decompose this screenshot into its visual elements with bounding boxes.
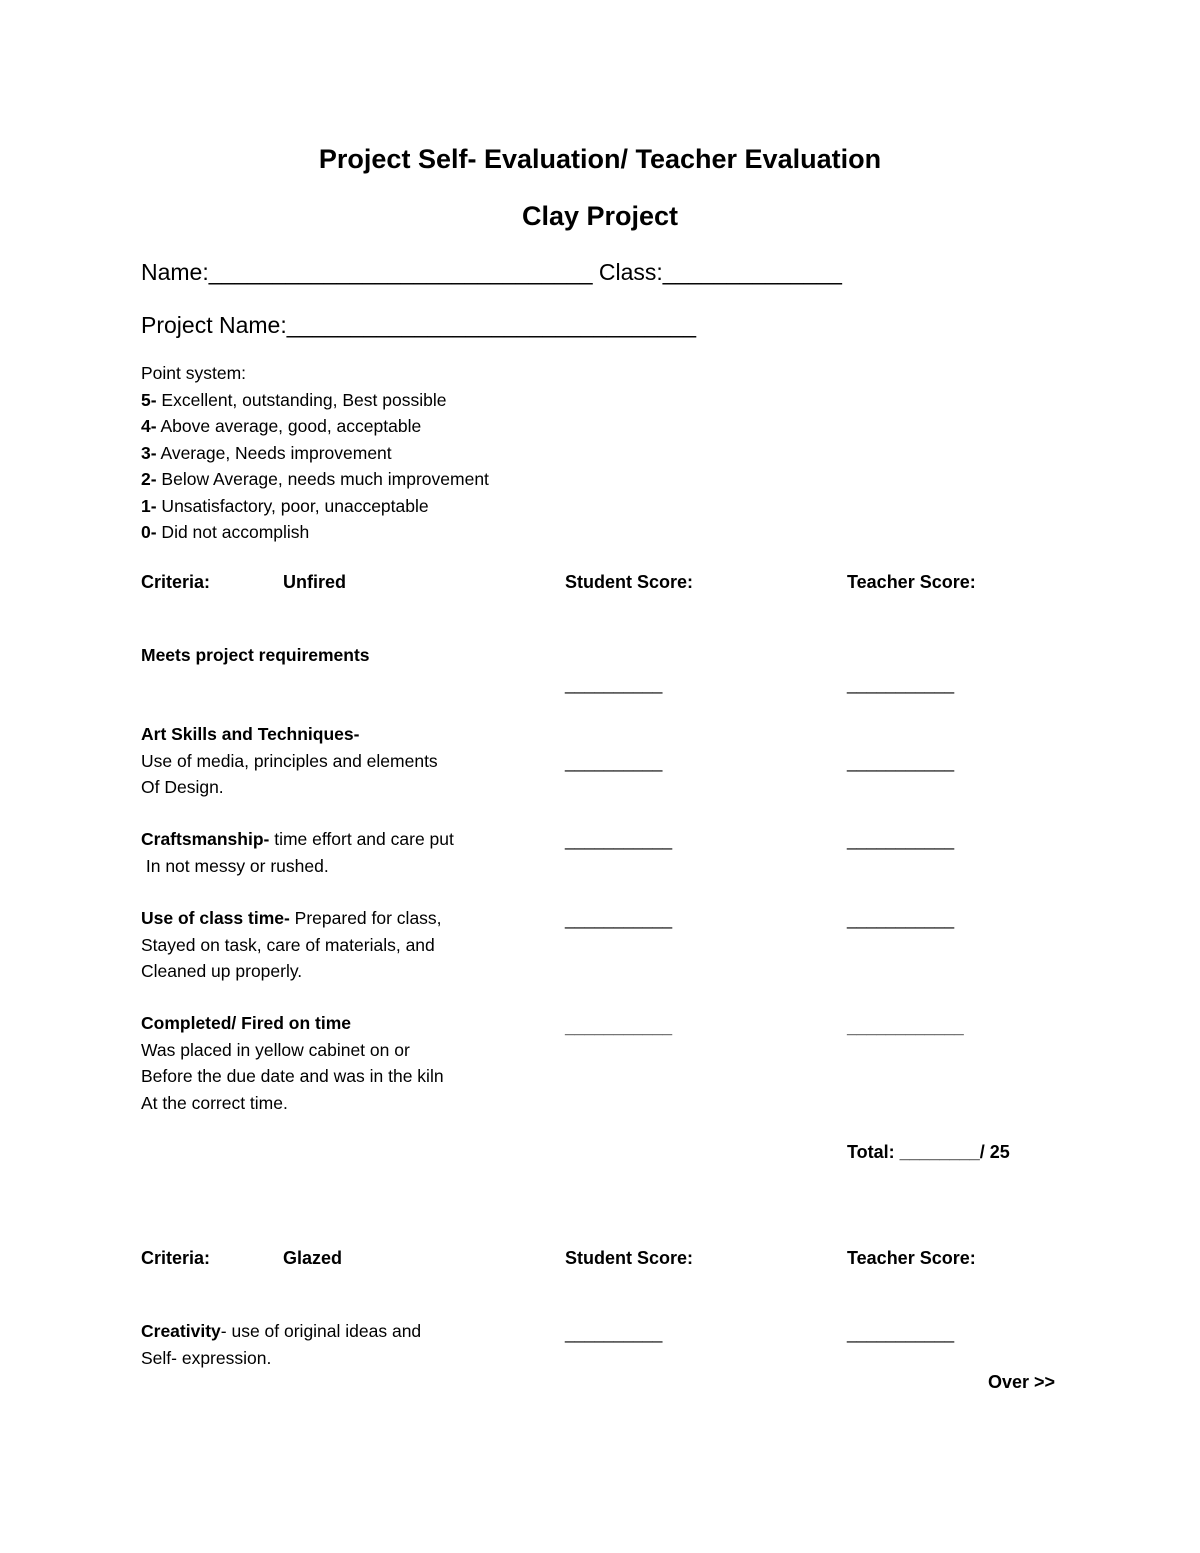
criterion-desc: At the correct time. — [141, 1092, 288, 1113]
point-score: 2- — [141, 469, 157, 489]
criterion-desc: In not messy or rushed. — [141, 855, 329, 876]
teacher-score-blank[interactable]: ___________ — [847, 830, 955, 850]
criterion-desc: Stayed on task, care of materials, and — [141, 934, 435, 955]
point-item — [141, 493, 489, 520]
teacher-score-blank[interactable]: ___________ — [847, 909, 955, 929]
criterion-desc: Self- expression. — [141, 1347, 272, 1368]
criterion-desc: Use of media, principles and elements — [141, 750, 438, 771]
point-item — [141, 413, 489, 440]
name-class-field: Name:______________________________ Class:______________ — [141, 259, 842, 285]
student-score-header: Student Score: — [565, 572, 694, 592]
criterion-title: Use of class time- — [141, 908, 290, 928]
point-system — [141, 360, 489, 546]
criterion-title: Completed/ Fired on time — [141, 1013, 352, 1033]
criterion-item — [141, 1318, 421, 1371]
criteria-label: Criteria: — [141, 1248, 211, 1268]
student-score-blank[interactable]: __________ — [565, 674, 663, 694]
teacher-score-blank[interactable]: ___________ — [847, 752, 955, 772]
criterion-desc: time effort and care put — [269, 829, 454, 849]
student-score-blank[interactable]: ___________ — [565, 830, 673, 850]
criterion-desc: Cleaned up properly. — [141, 961, 303, 981]
student-score-blank[interactable]: __________ — [565, 1323, 663, 1343]
point-text: Did not accomplish — [156, 522, 310, 542]
stage-label-glazed: Glazed — [283, 1248, 343, 1268]
page-title: Project Self- Evaluation/ Teacher Evaluation — [318, 144, 882, 174]
point-score: 5- — [141, 389, 157, 410]
point-text: Average, Needs improvement — [156, 442, 392, 463]
point-score: 3- — [141, 442, 157, 463]
student-score-header: Student Score: — [565, 1248, 694, 1268]
criterion-title: Craftsmanship- — [141, 829, 270, 849]
point-score: 1- — [141, 495, 157, 516]
teacher-score-header: Teacher Score: — [847, 1248, 976, 1268]
point-item — [141, 387, 489, 414]
point-system-label: Point system: — [141, 363, 247, 383]
criterion-desc: Was placed in yellow cabinet on or — [141, 1039, 410, 1060]
total-score[interactable]: Total: ________/ 25 — [847, 1142, 1010, 1162]
criterion-title: Creativity — [141, 1321, 221, 1341]
point-item — [141, 440, 489, 467]
page-subtitle: Clay Project — [521, 201, 679, 231]
teacher-score-blank[interactable]: ___________ — [847, 674, 955, 694]
criterion-item — [141, 905, 442, 985]
criterion-item — [141, 826, 454, 879]
criterion-desc: Prepared for class, — [289, 908, 442, 928]
teacher-score-header: Teacher Score: — [847, 572, 976, 592]
project-name-field: Project Name:________________________________ — [141, 312, 697, 338]
criterion-desc: Before the due date and was in the kiln — [141, 1066, 444, 1086]
teacher-score-blank[interactable]: ____________ — [847, 1017, 964, 1037]
student-score-blank[interactable]: __________ — [565, 752, 663, 772]
point-item — [141, 466, 489, 493]
criterion-title: Art Skills and Techniques- — [141, 724, 360, 744]
point-score: 0- — [141, 522, 157, 542]
criterion-item — [141, 1010, 444, 1116]
criteria-label: Criteria: — [141, 572, 211, 592]
criterion-title: Meets project requirements — [141, 645, 370, 665]
point-text: Below Average, needs much improvement — [156, 469, 489, 489]
teacher-score-blank[interactable]: ___________ — [847, 1323, 955, 1343]
criterion-item — [141, 721, 438, 801]
point-text: Unsatisfactory, poor, unacceptable — [156, 495, 429, 516]
stage-label-unfired: Unfired — [283, 572, 346, 592]
point-item — [141, 519, 489, 546]
student-score-blank[interactable]: ___________ — [565, 909, 673, 929]
point-text: Above average, good, acceptable — [156, 416, 422, 436]
over-indicator: Over >> — [988, 1372, 1056, 1392]
criterion-desc: - use of original ideas and — [220, 1321, 422, 1341]
student-score-blank[interactable]: ___________ — [565, 1017, 673, 1037]
point-score: 4- — [141, 416, 157, 436]
criterion-item — [141, 642, 370, 669]
criterion-desc: Of Design. — [141, 777, 224, 797]
point-text: Excellent, outstanding, Best possible — [156, 389, 447, 410]
